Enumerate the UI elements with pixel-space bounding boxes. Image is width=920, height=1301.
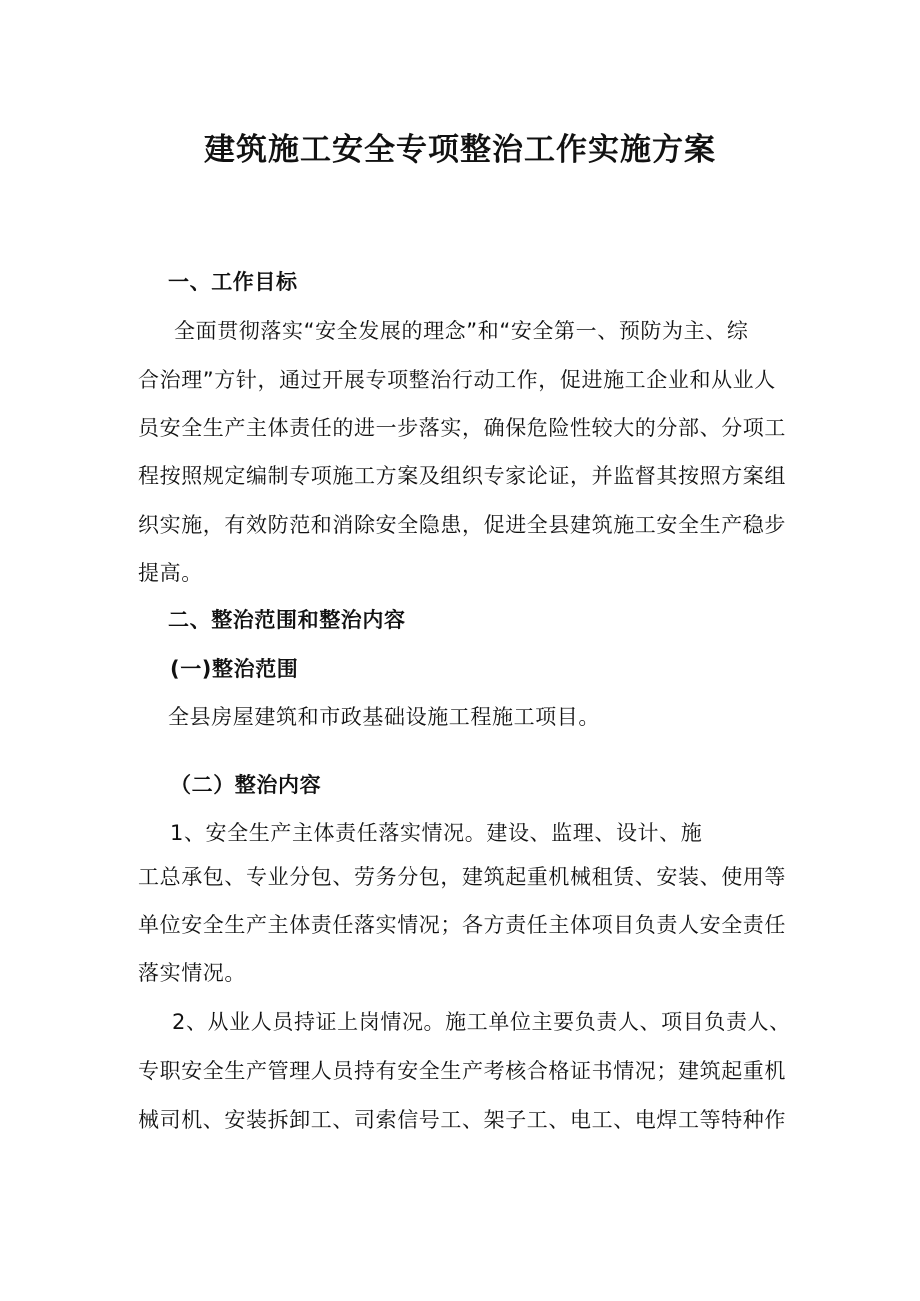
section1-line: 提高。 — [138, 561, 203, 585]
section1-line: 合治理”方针，通过开展专项整治行动工作，促进施工企业和从业人 — [138, 368, 776, 392]
section1-line: 程按照规定编制专项施工方案及组织专家论证，并监督其按照方案组 — [138, 464, 786, 488]
section2-heading: 二、整治范围和整治内容 — [168, 608, 406, 632]
scope-text: 全县房屋建筑和市政基础设施工程施工项目。 — [168, 705, 600, 729]
content-item2-line: 专职安全生产管理人员持有安全生产考核合格证书情况；建筑起重机 — [138, 1059, 786, 1083]
content-heading: （二）整治内容 — [170, 773, 322, 797]
content-item1-line: 落实情况。 — [138, 961, 246, 985]
section1-line: 全面贯彻落实“安全发展的理念”和“安全第一、预防为主、综 — [174, 319, 749, 343]
document-title: 建筑施工安全专项整治工作实施方案 — [204, 132, 716, 168]
content-item1-line: 1、安全生产主体责任落实情况。建设、监理、设计、施 — [170, 821, 703, 845]
content-item2-line: 2、从业人员持证上岗情况。施工单位主要负责人、项目负责人、 — [172, 1010, 791, 1034]
content-item1-line: 单位安全生产主体责任落实情况；各方责任主体项目负责人安全责任 — [138, 913, 786, 937]
section1-line: 员安全生产主体责任的进一步落实，确保危险性较大的分部、分项工 — [138, 416, 786, 440]
content-item1-line: 工总承包、专业分包、劳务分包，建筑起重机械租赁、安装、使用等 — [138, 865, 786, 889]
scope-heading: (一)整治范围 — [170, 657, 299, 681]
content-item2-line: 械司机、安装拆卸工、司索信号工、架子工、电工、电焊工等特种作 — [138, 1108, 786, 1132]
section1-heading: 一、工作目标 — [168, 270, 298, 294]
section1-line: 织实施，有效防范和消除安全隐患，促进全县建筑施工安全生产稳步 — [138, 513, 786, 537]
